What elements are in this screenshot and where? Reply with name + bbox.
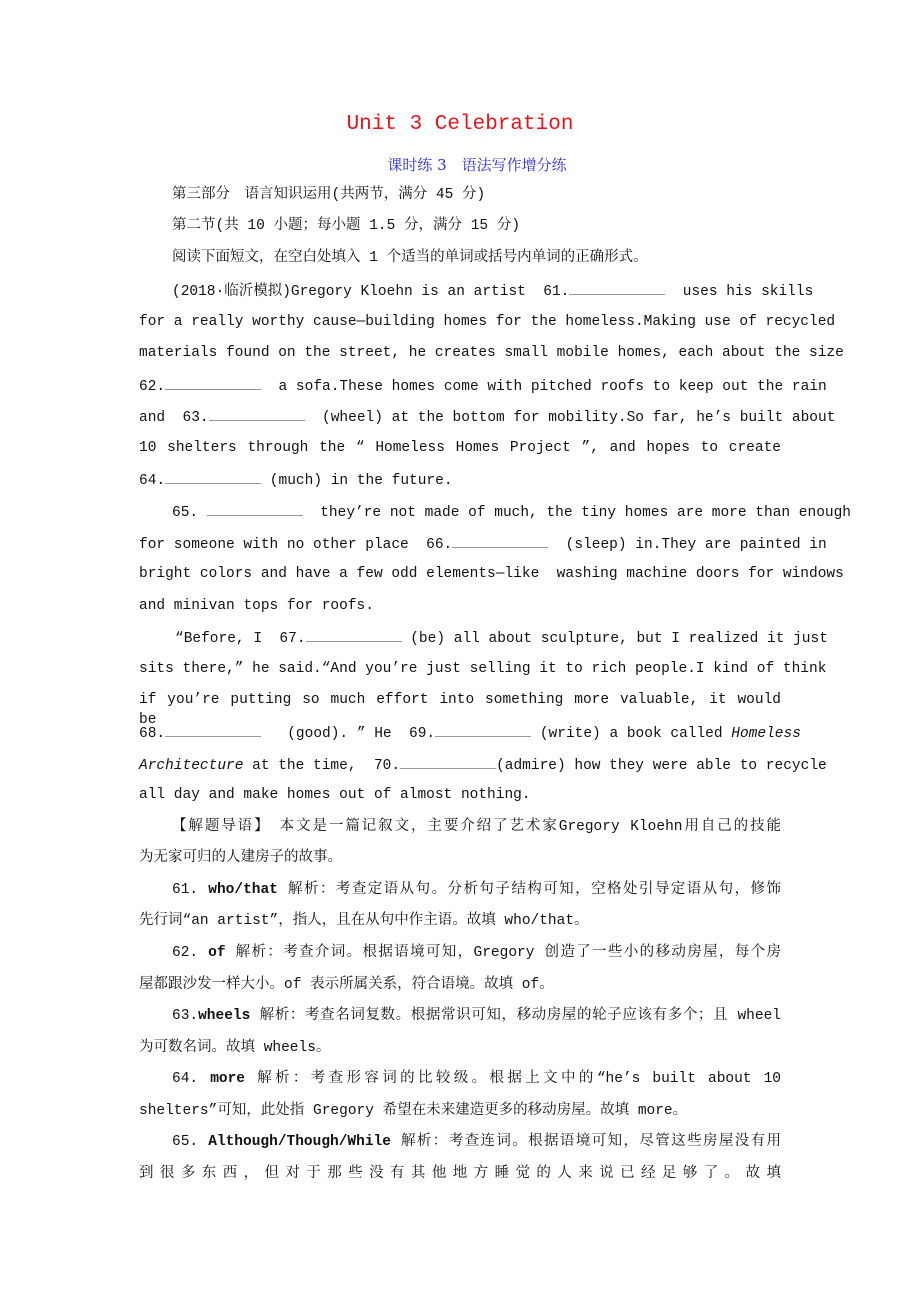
text-segment: a sofa.These homes come with pitched roofs to keep out the rain	[261, 379, 827, 395]
text-segment: 屋都跟沙发一样大小。of 表示所属关系，符合语境。故填 of。	[139, 977, 554, 993]
book-title: Architecture	[139, 758, 244, 774]
text-segment: (write) a book called	[531, 726, 732, 742]
answer-blank	[452, 533, 548, 548]
text-segment: uses his skills	[665, 284, 814, 300]
text-segment: 到很多东西，但对于那些没有其他地方睡觉的人来说已经足够了。故填	[139, 1166, 781, 1182]
text-segment: for a really worthy cause—building homes for the homeless.Making use of recycled	[139, 314, 836, 330]
document-title: Unit 3 Celebration	[346, 113, 574, 136]
answer-blank	[435, 722, 531, 737]
text-segment: 为可数名词。故填 wheels。	[139, 1040, 331, 1056]
text-segment: at the time, 70.	[243, 758, 401, 774]
text-line	[139, 911, 589, 931]
text-segment: all day and make homes out of almost nothing.	[139, 787, 531, 803]
answer-blank	[400, 754, 496, 769]
text-line	[139, 533, 827, 553]
text-segment: 63.	[172, 1008, 199, 1024]
text-segment: materials found on the street, he creates small mobile homes, each about the size	[139, 345, 844, 361]
text-segment: 第三部分 语言知识运用(共两节，满分 45 分)	[172, 187, 486, 203]
text-line	[172, 880, 781, 900]
text-line	[175, 627, 828, 647]
text-line	[139, 438, 781, 458]
text-line	[172, 185, 485, 205]
text-segment: (admire) how they were able to recycle	[496, 758, 827, 774]
text-line	[139, 975, 554, 995]
text-segment: (wheel) at the bottom for mobility.So far, he’s built about	[304, 410, 836, 426]
text-line	[139, 375, 827, 395]
answer-blank	[209, 406, 305, 421]
answer-blank	[165, 375, 261, 390]
answer-blank	[306, 627, 402, 642]
text-segment: for someone with no other place 66.	[139, 537, 453, 553]
text-line	[139, 564, 844, 584]
text-segment: “Before, I 67.	[175, 631, 306, 647]
text-line	[139, 1038, 330, 1058]
text-segment: 为无家可归的人建房子的故事。	[139, 850, 342, 866]
text-line	[139, 722, 801, 742]
text-segment: 64.	[172, 1071, 211, 1087]
text-segment: 10 shelters through the “ Homeless Homes Project ”, and hopes to create	[139, 440, 781, 456]
text-line	[139, 690, 781, 728]
answer-blank	[165, 722, 261, 737]
book-title: Homeless	[731, 726, 801, 742]
text-segment: 阅读下面短文，在空白处填入 1 个适当的单词或括号内单词的正确形式。	[172, 250, 648, 266]
text-segment: 解析：考查连词。根据语境可知，尽管这些房屋没有用	[390, 1134, 781, 1150]
text-segment: (be) all about sculpture, but I realized it just	[401, 631, 828, 647]
text-line	[139, 596, 374, 616]
text-segment: bright colors and have a few odd elements—like washing machine doors for windows	[139, 566, 844, 582]
text-line	[139, 343, 844, 363]
text-segment: sits there,” he said.“And you’re just selling it to rich people.I kind of think	[139, 661, 827, 677]
text-segment: (sleep) in.They are painted in	[548, 537, 827, 553]
text-line	[139, 1101, 687, 1121]
text-segment: 62.	[139, 379, 166, 395]
text-line	[172, 1069, 781, 1089]
answer-key: wheels	[198, 1008, 251, 1024]
text-segment: and 63.	[139, 410, 209, 426]
text-segment: 解析：考查形容词的比较级。根据上文中的“he’s built about 10	[245, 1071, 781, 1087]
answer-key: who/that	[208, 882, 278, 898]
text-segment: (much) in the future.	[261, 473, 453, 489]
text-segment: 解析：考查名词复数。根据常识可知，移动房屋的轮子应该有多个；且 wheel	[250, 1008, 781, 1024]
answer-blank	[165, 469, 261, 484]
text-line	[172, 501, 851, 521]
text-line	[139, 469, 453, 489]
text-line	[139, 659, 826, 679]
document-subtitle: 课时练 3 语法写作增分练	[387, 156, 567, 174]
answer-key: of	[208, 945, 226, 961]
answer-key: Although/Though/While	[208, 1134, 391, 1150]
answer-blank	[569, 280, 665, 295]
text-line	[172, 1132, 781, 1152]
text-line	[172, 943, 781, 963]
text-line	[139, 406, 835, 426]
text-segment: (2018·临沂模拟)Gregory Kloehn is an artist 61.	[172, 284, 570, 300]
text-segment: shelters”可知，此处指 Gregory 希望在未来建造更多的移动房屋。故填 more。	[139, 1103, 688, 1119]
text-segment: and minivan tops for roofs.	[139, 598, 374, 614]
text-line	[172, 1006, 781, 1026]
answer-key: more	[210, 1071, 245, 1087]
text-line	[172, 280, 813, 300]
text-line	[172, 216, 520, 236]
text-line	[139, 754, 827, 774]
text-segment: 65.	[172, 1134, 209, 1150]
text-segment: (good). ” He 69.	[261, 726, 436, 742]
text-segment: 65.	[172, 505, 207, 521]
text-segment: 64.	[139, 473, 166, 489]
text-segment: 解析：考查定语从句。分析句子结构可知，空格处引导定语从句，修饰	[277, 882, 781, 898]
text-line	[172, 248, 648, 268]
text-line	[139, 785, 531, 805]
text-segment: 第二节(共 10 小题；每小题 1.5 分，满分 15 分)	[172, 218, 521, 234]
answer-blank	[207, 501, 303, 516]
text-segment: 62.	[172, 945, 209, 961]
text-segment: they’re not made of much, the tiny homes are more than enough	[302, 505, 852, 521]
text-line	[139, 1164, 781, 1184]
text-line	[139, 312, 835, 332]
text-segment: 先行词“an artist”，指人，且在从句中作主语。故填 who/that。	[139, 913, 589, 929]
text-segment: 解析：考查介词。根据语境可知，Gregory 创造了一些小的移动房屋，每个房	[225, 945, 781, 961]
text-segment: if you’re putting so much effort into something more valuable, it would be	[139, 692, 781, 728]
text-segment: 68.	[139, 726, 166, 742]
text-line	[139, 848, 342, 868]
text-segment: 61.	[172, 882, 209, 898]
text-line	[172, 817, 781, 837]
text-segment: 【解题导语】 本文是一篇记叙文，主要介绍了艺术家Gregory Kloehn用自己的技能	[172, 819, 781, 835]
